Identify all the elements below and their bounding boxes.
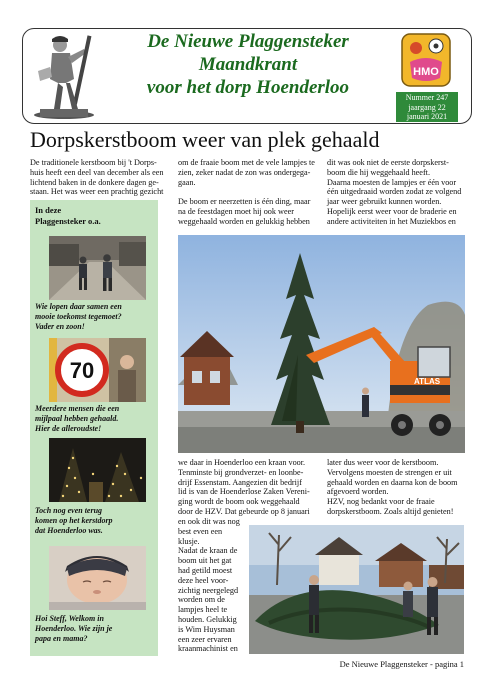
speed-sign-text: 70: [69, 358, 95, 383]
title-line: Maandkrant: [198, 54, 298, 75]
text-line: zien, zeker nadat de zon was ondergega-: [178, 167, 311, 177]
caption-line: Wie lopen daar samen een: [35, 302, 122, 311]
caption-line: Hoenderloo. Wie zijn je: [35, 624, 113, 633]
text-line: om de fraaie boom met de vele lampjes te: [178, 158, 315, 167]
page-footer: De Nieuwe Plaggensteker - pagina 1: [339, 659, 464, 669]
caption-line: Vader en zoon!: [35, 322, 85, 331]
text-line: andere activiteiten in het Muziekbos en: [327, 216, 456, 226]
text-line: door de HZV. Dat gebeurde op 8 januari: [178, 506, 310, 516]
text-line: boom uit het gat: [178, 556, 232, 566]
article-headline: Dorpskerstboom weer van plek gehaald: [30, 127, 380, 152]
text-line: lampjes heel te: [178, 605, 228, 615]
text-line: één uitgedraaid worden zodat ze volgend: [327, 187, 462, 197]
text-line: lid is van de Hoenderlose Zaken Vereni-: [178, 487, 310, 497]
text-line: worden om de: [178, 595, 225, 605]
caption-line: Toch nog even terug: [35, 506, 103, 515]
caption-line: papa en mama?: [35, 634, 88, 643]
article-col1: [30, 158, 166, 197]
caption-line: komen op het kerstdorp: [35, 516, 113, 525]
text-line: HZV, nog bedankt voor de fraaie: [327, 497, 435, 507]
sidebar-photo-70-sign: [49, 338, 146, 402]
text-line: boom die hij weggehaald heeft.: [327, 167, 430, 177]
plaggensteker-figure-icon: [30, 31, 98, 119]
sidebar-caption: [35, 302, 153, 332]
title-line: De Nieuwe Plaggensteker: [147, 31, 349, 52]
text-line: Vervolgens moesten de strengen er uit: [327, 467, 452, 477]
sidebar-photo-baby: [49, 546, 146, 610]
caption-line: dat Hoenderloo was.: [35, 526, 103, 535]
text-line: later dus weer voor de kerstboom.: [327, 458, 439, 467]
newspaper-title: [98, 30, 398, 99]
text-line: drijf Essenstam. Aangezien dit bedrijf: [178, 477, 302, 487]
text-line: na de feestdagen moet hij ook weer: [178, 206, 294, 216]
text-line: staan. Het was weer een prachtig gezicht: [30, 187, 164, 197]
text-line: jaar weer gebruikt kunnen worden.: [327, 197, 442, 207]
sidebar-caption: [35, 506, 153, 536]
sidebar-caption: [35, 404, 153, 434]
issue-date: januari 2021: [406, 112, 448, 121]
article-col3-mid: [327, 458, 465, 517]
text-line: dorpskerstboom. Zoals altijd genieten!: [327, 506, 454, 516]
text-line: afgevoerd worden.: [327, 487, 389, 497]
sidebar-title-line: Plaggensteker o.a.: [35, 215, 101, 226]
logo-text: HMO: [413, 66, 439, 78]
text-line: Nadat de kraan de: [178, 546, 238, 556]
text-line: Tenminste bij grondverzet- en loonbe-: [178, 467, 304, 477]
text-line: houden. Gelukkig: [178, 614, 237, 624]
article-col2-top: [178, 158, 315, 227]
article-col3-top: [327, 158, 465, 227]
text-line: huis heeft een deel van december als een: [30, 167, 164, 177]
text-line: en ook dit was nog: [178, 517, 240, 526]
issue-info: [396, 92, 458, 122]
text-line: Daarna moesten de lampjes er één voor: [327, 177, 457, 187]
caption-line: mooie toekomst tegemoet?: [35, 312, 122, 321]
text-line: gehaald worden en daarna kon de boom: [327, 477, 458, 487]
article-col2-narrow: [178, 517, 244, 654]
photo-tree-lying: [249, 525, 464, 654]
text-line: zichtig neergelegd: [178, 585, 239, 595]
text-line: dit was ook niet de eerste dorpskerst-: [327, 158, 449, 167]
text-line: we daar in Hoenderloo een kraan voor.: [178, 458, 306, 467]
text-line: best even een: [178, 526, 223, 536]
photo-tree-crane: [178, 235, 465, 453]
sidebar-title: [35, 205, 101, 226]
issue-year: jaargang 22: [408, 102, 446, 112]
caption-line: Hoi Steff, Welkom in: [35, 614, 104, 623]
article-col2-mid: [178, 458, 315, 517]
text-line: ging wordt de boom ook weggehaald: [178, 497, 300, 507]
issue-number: Nummer 247: [405, 93, 449, 102]
text-line: een zeer ervaren: [178, 634, 232, 644]
text-line: gaan.: [178, 177, 196, 187]
caption-line: mijlpaal hebben gehaald.: [35, 414, 119, 423]
text-line: kraanmachinist en: [178, 644, 238, 654]
text-line: klusje.: [178, 536, 200, 546]
crane-brand-text: ATLAS: [414, 377, 441, 386]
sidebar-title-line: In deze: [35, 205, 62, 215]
caption-line: Meerdere mensen die een: [35, 404, 120, 413]
sidebar-photo-walkers: [49, 236, 146, 300]
caption-line: Hier de alleroudste!: [35, 424, 102, 433]
sidebar-photo-christmas-lights: [49, 438, 146, 502]
text-line: De boom er neerzetten is één ding, maar: [178, 197, 311, 207]
text-line: [178, 187, 315, 197]
text-line: De traditionele kerstboom bij 't Dorps-: [30, 158, 157, 167]
text-line: Hopelijk eerst weer voor de braderie en: [327, 206, 457, 216]
text-line: weggehaald worden en gelukkig hebben: [178, 216, 310, 226]
sidebar-contents: [30, 200, 158, 656]
text-line: had getild moest: [178, 565, 233, 575]
title-line: voor het dorp Hoenderloo: [146, 77, 350, 98]
text-line: lichtend baken in de donkere dagen ge-: [30, 177, 159, 187]
text-line: is Wim Huysman: [178, 624, 235, 634]
hmo-logo: [394, 30, 458, 90]
text-line: deze heel voor-: [178, 575, 229, 585]
sidebar-caption: [35, 614, 153, 644]
